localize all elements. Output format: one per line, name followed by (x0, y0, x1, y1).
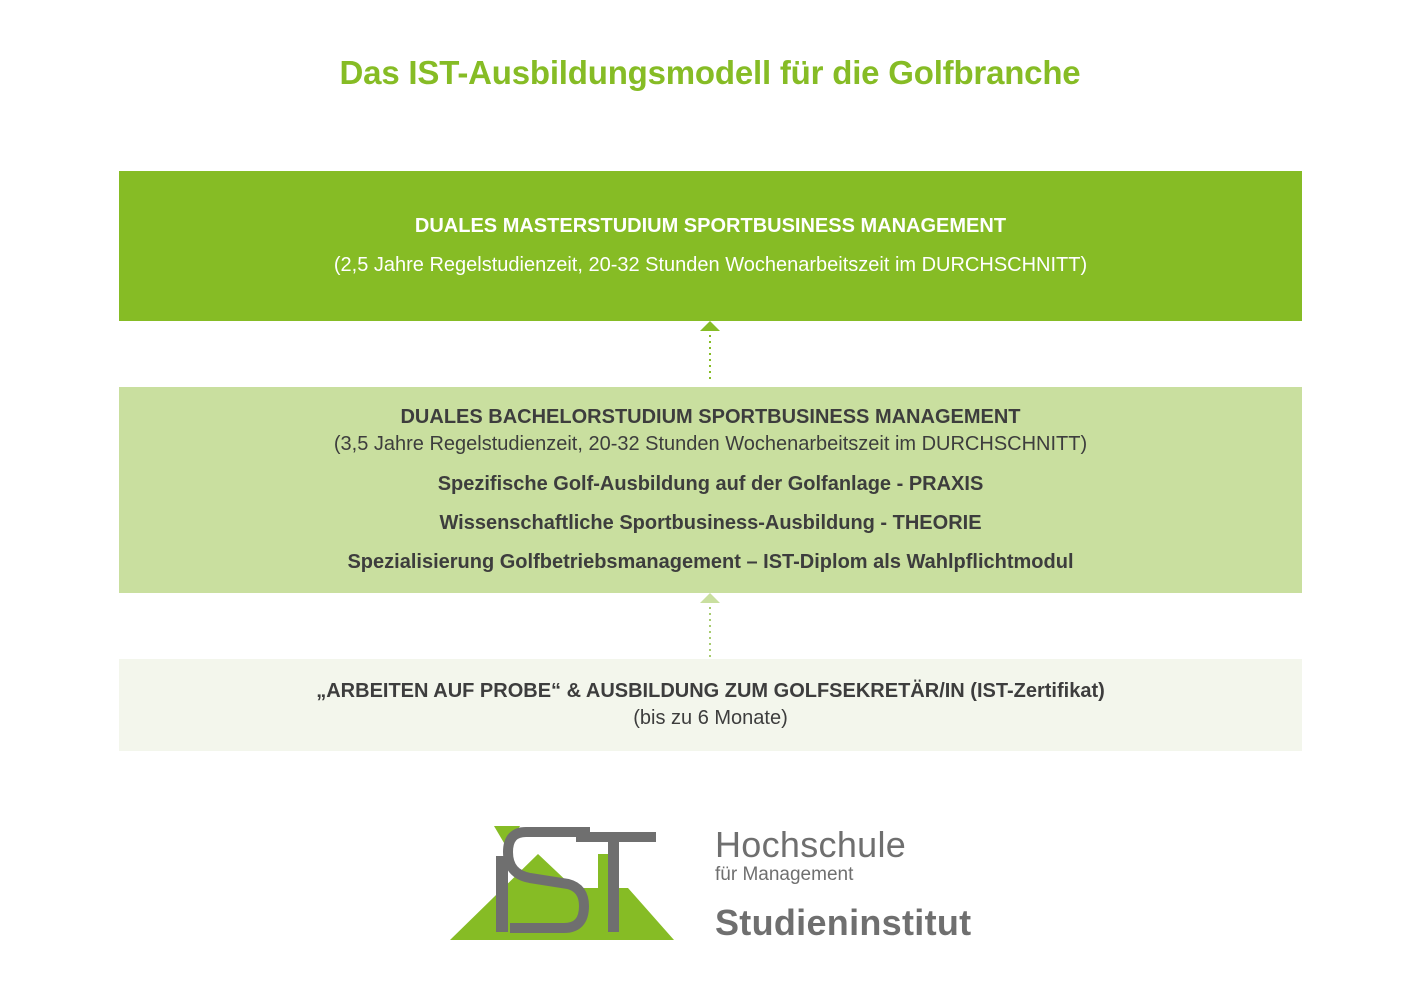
logo-text-hochschule: Hochschule (715, 824, 907, 865)
bachelor-line-theorie: Wissenschaftliche Sportbusiness-Ausbildung - THEORIE (439, 512, 982, 534)
probe-box (119, 659, 1302, 751)
page-title: Das IST-Ausbildungsmodell für die Golfbranche (339, 54, 1081, 91)
probe-subtitle: (bis zu 6 Monate) (633, 707, 788, 729)
master-box (119, 171, 1302, 321)
ist-logo (450, 826, 675, 942)
bachelor-title: DUALES BACHELORSTUDIUM SPORTBUSINESS MANAGEMENT (400, 406, 1021, 428)
arrow-up-icon (700, 593, 720, 659)
bachelor-subtitle: (3,5 Jahre Regelstudienzeit, 20-32 Stunden Wochenarbeitszeit im DURCHSCHNITT) (333, 433, 1088, 455)
arrow-up-icon (700, 321, 720, 383)
logo-text-studieninstitut: Studieninstitut (715, 902, 972, 943)
bachelor-box (119, 387, 1302, 593)
probe-title: „ARBEITEN AUF PROBE“ & AUSBILDUNG ZUM GOLFSEKRETÄR/IN (IST-Zertifikat) (316, 680, 1105, 702)
bachelor-line-praxis: Spezifische Golf-Ausbildung auf der Golfanlage - PRAXIS (437, 473, 984, 495)
master-subtitle: (2,5 Jahre Regelstudienzeit, 20-32 Stunden Wochenarbeitszeit im DURCHSCHNITT) (333, 254, 1088, 276)
bachelor-line-spezialisierung: Spezialisierung Golfbetriebsmanagement – IST-Diplom als Wahlpflichtmodul (347, 551, 1074, 573)
logo-text-management: für Management (715, 864, 854, 885)
master-title: DUALES MASTERSTUDIUM SPORTBUSINESS MANAGEMENT (414, 215, 1007, 237)
